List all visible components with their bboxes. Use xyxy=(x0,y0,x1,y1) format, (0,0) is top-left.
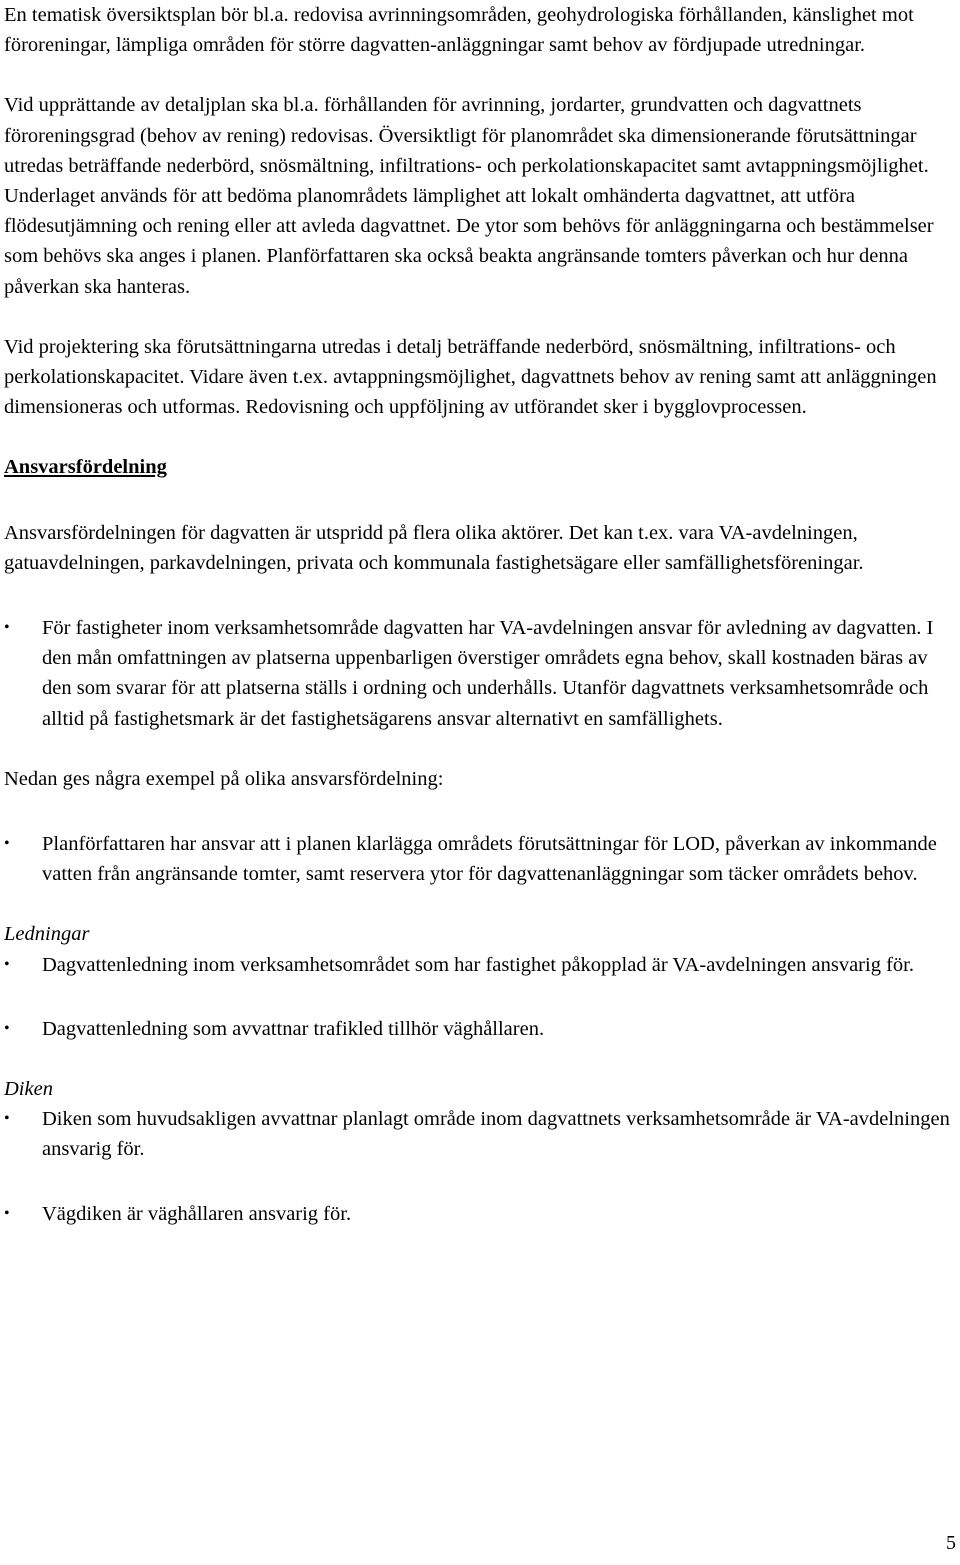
bullet-list xyxy=(4,950,956,1044)
bullet-list xyxy=(4,1104,956,1229)
section-heading: Ansvarsfördelning xyxy=(4,456,167,479)
page-number: 5 xyxy=(946,1532,956,1554)
list-item xyxy=(4,613,956,734)
bullet-icon: • xyxy=(4,1204,10,1222)
bullet-icon: • xyxy=(4,835,10,853)
list-item-text: För fastigheter inom verksamhetsområde dagvatten har VA-avdelningen ansvar för avledning av dagvatten. I den mån omfattningen av platserna uppenbarligen överstiger områdets egna behov, skall kostnaden bäras av den som svarar för att platserna ställs i ordning och underhålls. Utanför dagvattnets verksamhetsområde och alltid på fastighetsmark är det fastighetsägarens ansvar alternativt en samfällighets. xyxy=(42,617,934,730)
list-item-text: Dagvattenledning inom verksamhetsområdet som har fastighet påkopplad är VA-avdelningen ansvarig för. xyxy=(42,953,914,976)
paragraph-responsibility: Ansvarsfördelningen för dagvatten är utspridd på flera olika aktörer. Det kan t.ex. vara VA-avdelningen, gatuavdelningen, parkavdelningen, privata och kommunala fastighetsägare eller samfällighetsföreningar. xyxy=(4,521,864,574)
list-item-text: Dagvattenledning som avvattnar trafikled tillhör väghållaren. xyxy=(42,1017,545,1040)
bullet-icon: • xyxy=(4,955,10,973)
list-item-text: Planförfattaren har ansvar att i planen klarlägga områdets förutsättningar för LOD, påverkan av inkommande vatten från angränsande tomter, samt reservera ytor för dagvattenanläggningar som täcker områdets behov. xyxy=(42,833,937,886)
list-item-text: Vägdiken är väghållaren ansvarig för. xyxy=(42,1202,352,1225)
list-item xyxy=(4,1199,956,1229)
bullet-icon: • xyxy=(4,1019,10,1037)
list-item xyxy=(4,950,956,980)
paragraph-thematic-plan: En tematisk översiktsplan bör bl.a. redovisa avrinningsområden, geohydrologiska förhållanden, känslighet mot föroreningar, lämpliga områden för större dagvatten-anläggningar samt behov av fördjupade utredningar. xyxy=(4,4,914,57)
list-item xyxy=(4,829,956,889)
subheading-ledningar: Ledningar xyxy=(4,923,90,946)
document-page xyxy=(4,0,956,1229)
list-item-text: Diken som huvudsakligen avvattnar planlagt område inom dagvattnets verksamhetsområde är VA-avdelningen ansvarig för. xyxy=(42,1108,950,1161)
list-item xyxy=(4,1104,956,1164)
bullet-list xyxy=(4,829,956,889)
bullet-list xyxy=(4,613,956,734)
bullet-icon: • xyxy=(4,1110,10,1128)
paragraph-detailed-plan: Vid upprättande av detaljplan ska bl.a. förhållanden för avrinning, jordarter, grundvatten och dagvattnets föroreningsgrad (behov av rening) redovisas. Översiktligt för planområdet ska dimensionerande förutsättningar utredas beträffande nederbörd, snösmältning, infiltrations- och perkolationskapacitet samt avtappningsmöjlighet. Underlaget används för att bedöma planområdets lämplighet att lokalt omhänderta dagvattnet, att utföra flödesutjämning och rening eller att avleda dagvattnet. De ytor som behövs för anläggningarna och bestämmelser som behövs ska anges i planen. Planförfattaren ska också beakta angränsande tomters påverkan och hur denna påverkan ska hanteras. xyxy=(4,94,934,298)
list-item xyxy=(4,1014,956,1044)
paragraph-examples-intro: Nedan ges några exempel på olika ansvarsfördelning: xyxy=(4,767,444,790)
paragraph-design-phase: Vid projektering ska förutsättningarna utredas i detalj beträffande nederbörd, snösmältning, infiltrations- och perkolationskapacitet. Vidare även t.ex. avtappningsmöjlighet, dagvattnets behov av rening samt att anläggningen dimensioneras och utformas. Redovisning och uppföljning av utförandet sker i bygglovprocessen. xyxy=(4,335,937,419)
bullet-icon: • xyxy=(4,619,10,637)
subheading-diken: Diken xyxy=(4,1078,53,1101)
